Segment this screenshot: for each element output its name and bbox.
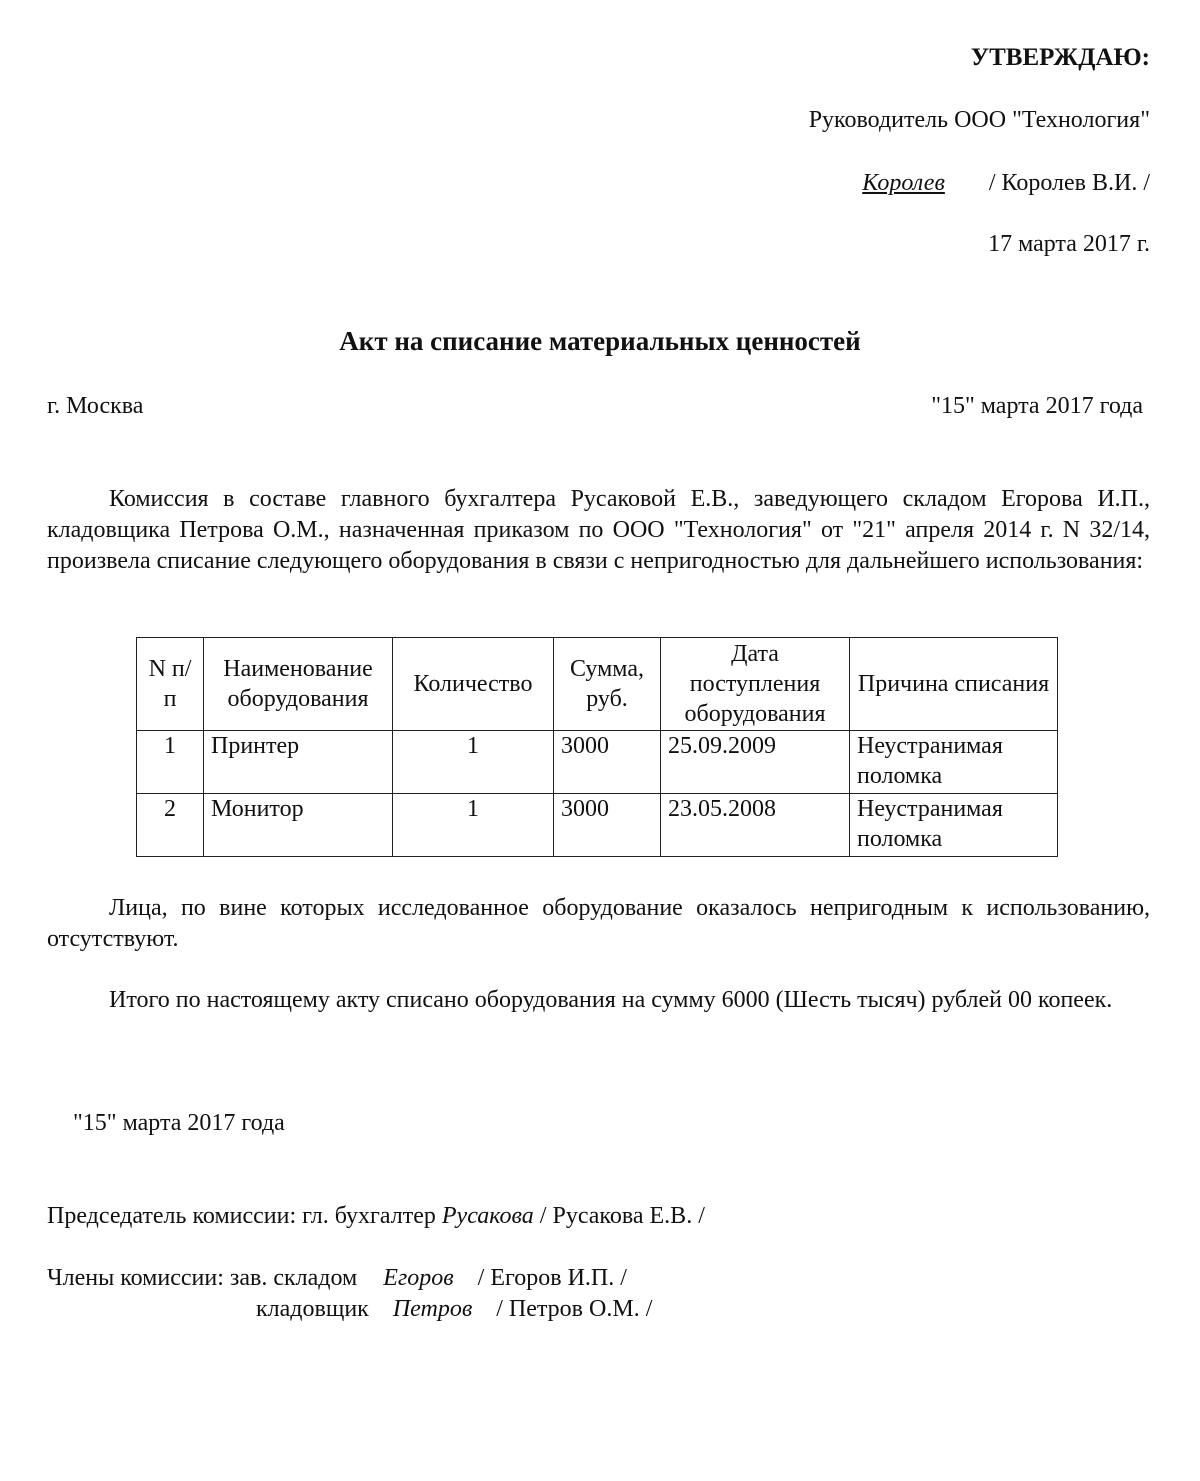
cell-sum: 3000 xyxy=(554,794,661,857)
cell-name: Монитор xyxy=(204,794,393,857)
document-date: "15" марта 2017 года xyxy=(931,393,1143,419)
cell-sum: 3000 xyxy=(554,731,661,794)
chair-signature-line xyxy=(47,1203,705,1230)
approver-signature: Королев xyxy=(862,170,945,196)
member2-role: кладовщик xyxy=(256,1296,369,1322)
writeoff-table xyxy=(136,637,1058,857)
member1-signature-line xyxy=(47,1265,627,1292)
document-city: г. Москва xyxy=(47,393,144,419)
member1-name: / Егоров И.П. / xyxy=(477,1265,627,1291)
signature-date: "15" марта 2017 года xyxy=(73,1110,285,1136)
approval-date: 17 марта 2017 г. xyxy=(988,231,1150,257)
cell-qty: 1 xyxy=(393,794,554,857)
cell-reason: Неустранимая поломка xyxy=(850,731,1058,794)
cell-date: 23.05.2008 xyxy=(661,794,850,857)
culprits-paragraph: Лица, по вине которых исследованное оборудование оказалось непригодным к использованию, отсутствуют. xyxy=(47,895,1150,952)
members-label: Члены комиссии: зав. складом xyxy=(47,1265,358,1291)
approval-heading: УТВЕРЖДАЮ: xyxy=(970,44,1150,71)
approver-name: / Королев В.И. / xyxy=(988,170,1150,196)
cell-num: 2 xyxy=(137,794,204,857)
header-name: Наименование оборудования xyxy=(204,638,393,731)
header-num: N п/п xyxy=(137,638,204,731)
header-reason: Причина списания xyxy=(850,638,1058,731)
approver-signature-line xyxy=(862,170,1150,197)
table-row xyxy=(137,731,1058,794)
header-qty: Количество xyxy=(393,638,554,731)
cell-name: Принтер xyxy=(204,731,393,794)
chair-label: Председатель комиссии: гл. бухгалтер xyxy=(47,1203,436,1229)
member2-name: / Петров О.М. / xyxy=(496,1296,653,1322)
member2-signature: Петров xyxy=(392,1296,473,1322)
approver-position: Руководитель ООО "Технология" xyxy=(808,107,1150,133)
total-paragraph: Итого по настоящему акту списано оборудования на сумму 6000 (Шесть тысяч) рублей 00 копеек. xyxy=(109,987,1113,1013)
document-title: Акт на списание материальных ценностей xyxy=(339,326,861,356)
table-header-row xyxy=(137,638,1058,731)
cell-date: 25.09.2009 xyxy=(661,731,850,794)
table-row xyxy=(137,794,1058,857)
member2-signature-line xyxy=(256,1296,652,1323)
cell-qty: 1 xyxy=(393,731,554,794)
header-sum: Сумма, руб. xyxy=(554,638,661,731)
cell-reason: Неустранимая поломка xyxy=(850,794,1058,857)
header-date: Дата поступления оборудования xyxy=(661,638,850,731)
cell-num: 1 xyxy=(137,731,204,794)
chair-name: / Русакова Е.В. / xyxy=(539,1203,705,1229)
member1-signature: Егоров xyxy=(383,1265,454,1291)
chair-signature: Русакова xyxy=(441,1203,534,1229)
intro-paragraph: Комиссия в составе главного бухгалтера Русаковой Е.В., заведующего складом Егорова И.П., кладовщика Петрова О.М., назначенная приказом по ООО "Технология" от "21" апреля 2014 г. N 32/14, произвела списание следующего оборудования в связи с непригодностью для дальнейшего использования: xyxy=(47,486,1150,574)
